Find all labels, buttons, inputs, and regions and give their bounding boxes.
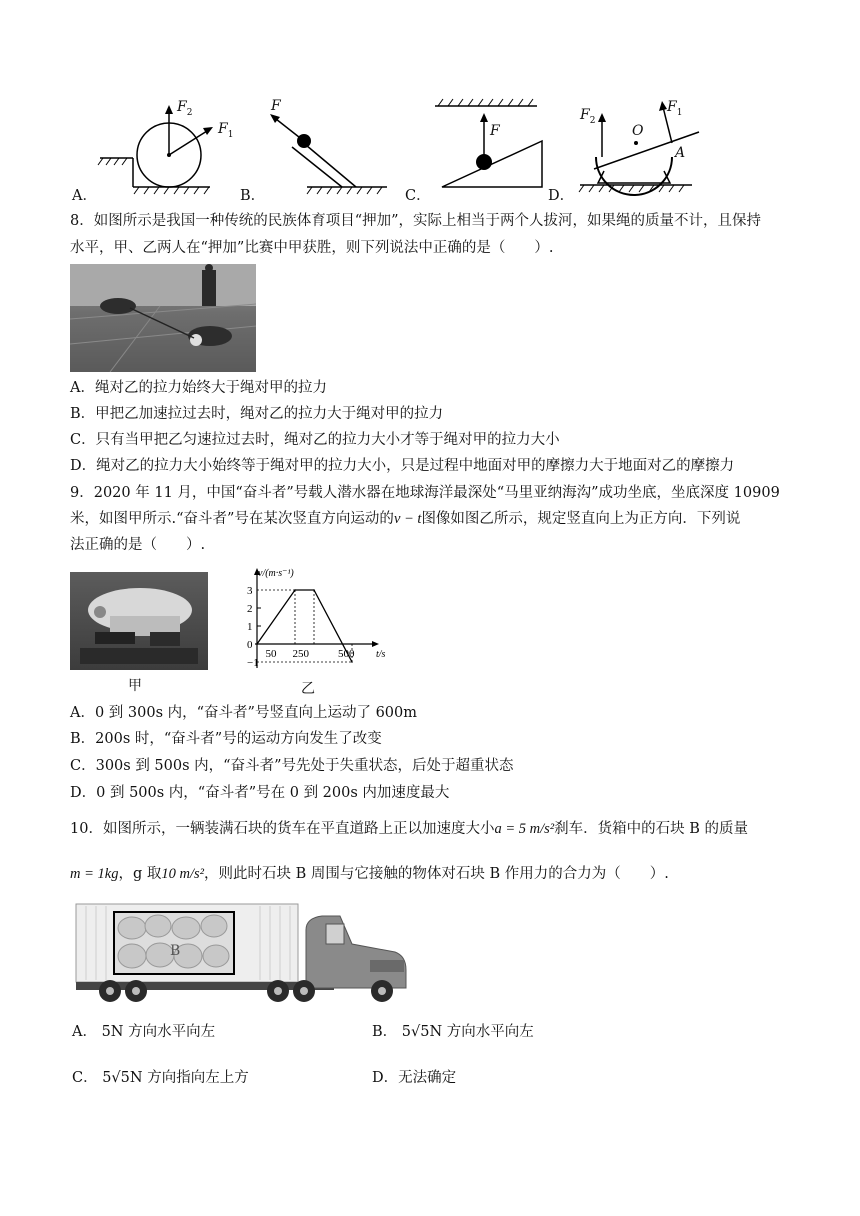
caption-right: 乙 (301, 681, 315, 697)
data-point (256, 643, 258, 645)
q7-figure-d (574, 97, 704, 197)
q8-option-c[interactable]: C．只有当甲把乙匀速拉过去时，绳对乙的拉力大小才等于绳对甲的拉力大小 (70, 432, 560, 448)
y-axis-label: v/(m·s⁻¹) (258, 568, 294, 579)
x-tick-label: 50 (265, 648, 277, 660)
q9-option-d[interactable]: D．0 到 500s 内，“奋斗者”号在 0 到 200s 内加速度最大 (70, 785, 450, 801)
f1-subscript: 1 (676, 107, 683, 118)
q9-stem-text-a: 米，如图甲所示.“奋斗者”号在某次竖直方向运动的 (70, 511, 394, 527)
f1-label: F (218, 121, 228, 137)
q8-photo-scene (70, 264, 256, 372)
q10-stem-line2 (70, 864, 669, 884)
vt-chart-svg (243, 566, 391, 678)
q10-option-d[interactable]: D．无法确定 (372, 1070, 457, 1086)
f2-subscript: 2 (589, 115, 596, 126)
y-tick-label: 1 (247, 621, 253, 633)
x-axis-label: t/s (376, 649, 386, 660)
q8-option-d[interactable]: D．绳对乙的拉力大小始终等于绳对甲的拉力大小，只是过程中地面对甲的摩擦力大于地面对乙的摩擦力 (70, 458, 735, 474)
q7-figure-c (432, 97, 552, 195)
q10-stem-line1 (70, 819, 748, 839)
vt-chart (243, 566, 391, 678)
vt-symbol: v − t (393, 511, 422, 527)
q7-option-a[interactable]: A． (72, 188, 97, 204)
q7-option-b[interactable]: B． (240, 188, 266, 204)
q7-option-d[interactable]: D． (548, 188, 575, 204)
q8-stem-line1: 8．如图所示是我国一种传统的民族体育项目“押加”，实际上相当于两个人拔河，如果绳的质量不计，且保持 (70, 213, 762, 229)
figure-a-drawing (95, 95, 215, 195)
figure-b-drawing (262, 97, 392, 195)
data-point (313, 589, 315, 591)
q10-option-c[interactable]: C． 5√5N 方向指向左上方 (72, 1070, 249, 1086)
vt-ticks (247, 585, 355, 669)
data-point (294, 589, 296, 591)
q9-option-a[interactable]: A．0 到 300s 内，“奋斗者”号竖直向上运动了 600m (70, 705, 418, 721)
q9-stem-line2 (70, 509, 740, 529)
q10-stem-text-a: 10．如图所示，一辆装满石块的货车在平直道路上正以加速度大小 (70, 821, 495, 837)
q7-figure-a (95, 95, 234, 195)
f1-subscript: 1 (227, 129, 234, 140)
y-tick-label: 0 (247, 639, 253, 651)
stone-b-label: B (170, 943, 181, 959)
x-axis-arrow (372, 641, 379, 647)
q9-stem-text-b: 图像如图乙所示，规定竖直向上为正方向．下列说 (421, 511, 741, 527)
x-tick-label: 250 (292, 648, 309, 660)
q8-option-b[interactable]: B．甲把乙加速拉过去时，绳对乙的拉力大于绳对甲的拉力 (70, 406, 444, 422)
a-label: A (675, 145, 686, 161)
f2-label: F (580, 107, 590, 123)
q8-stem-line2: 水平，甲、乙两人在“押加”比赛中甲获胜，则下列说法中正确的是（ ）. (70, 240, 554, 256)
q7-option-c[interactable]: C． (405, 188, 431, 204)
q9-stem-line1: 9．2020 年 11 月，中国“奋斗者”号载人潜水器在地球海洋最深处“马里亚纳海沟”成功坐底，坐底深度 10909 (70, 485, 780, 501)
y-tick-label: 3 (247, 585, 253, 597)
f1-label: F (667, 99, 677, 115)
q8-photo (70, 264, 256, 372)
q10-option-a[interactable]: A． 5N 方向水平向左 (72, 1024, 216, 1040)
gravity-expression: 10 m/s² (161, 866, 204, 882)
y-tick-label: −1 (247, 657, 259, 669)
q7-figure-b (262, 97, 392, 195)
o-label: O (632, 123, 644, 139)
x-tick-label: 500 (338, 648, 355, 660)
q9-option-c[interactable]: C．300s 到 500s 内，“奋斗者”号先处于失重状态，后处于超重状态 (70, 758, 514, 774)
q8-option-a[interactable]: A．绳对乙的拉力始终大于绳对甲的拉力 (70, 380, 327, 396)
f-label: F (490, 123, 500, 139)
data-point (351, 661, 353, 663)
q9-option-b[interactable]: B．200s 时，“奋斗者”号的运动方向发生了改变 (70, 731, 382, 747)
q10-stem-text-c: ，g 取 (118, 866, 162, 882)
q9-submersible-photo (70, 572, 208, 670)
f2-subscript: 2 (186, 107, 193, 118)
q10-option-b[interactable]: B． 5√5N 方向水平向左 (372, 1024, 534, 1040)
mass-expression: m = 1kg (70, 866, 119, 882)
accel-expression: a = 5 m/s² (494, 821, 555, 837)
figure-c-drawing (432, 97, 552, 195)
f-label: F (271, 98, 281, 114)
f2-label: F (177, 99, 187, 115)
truck-drawing (70, 900, 410, 1004)
q10-truck-figure (70, 900, 410, 1004)
q10-stem-text-d: ，则此时石块 B 周围与它接触的物体对石块 B 作用力的合力为（ ）. (203, 866, 669, 882)
q10-stem-text-b: 刹车．货箱中的石块 B 的质量 (554, 821, 748, 837)
caption-left: 甲 (128, 678, 142, 694)
submersible-shape (70, 572, 208, 670)
q9-stem-line3: 法正确的是（ ）. (70, 537, 206, 553)
y-tick-label: 2 (247, 603, 253, 615)
